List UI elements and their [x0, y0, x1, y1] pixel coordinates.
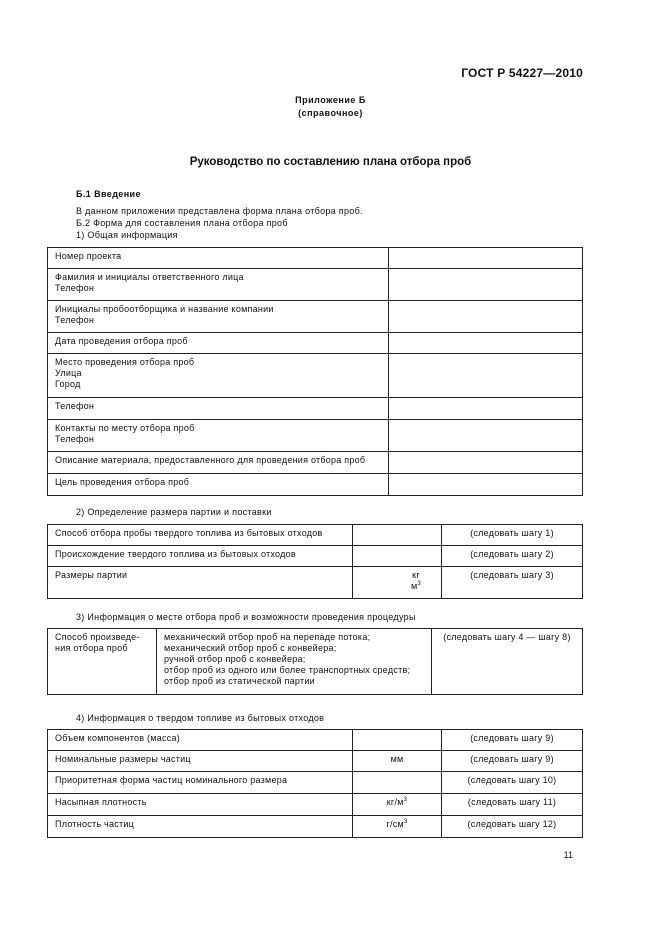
form-line: Б.2 Форма для составления плана отбора проб	[76, 218, 288, 228]
batch-size-table	[47, 524, 583, 599]
table-cell: Номер проекта	[48, 248, 389, 269]
step-cell: (следовать шагу 1)	[442, 525, 583, 546]
table-cell: Номинальные размеры частиц	[48, 751, 353, 772]
item-3-caption: 3) Информация о месте отбора проб и возможности проведения процедуры	[76, 612, 416, 622]
value-cell[interactable]	[389, 452, 583, 474]
step-cell: (следовать шагу 3)	[442, 567, 583, 599]
step-cell: (следовать шагу 9)	[442, 751, 583, 772]
step-cell: (следовать шагу 2)	[442, 546, 583, 567]
table-cell: Контакты по месту отбора проб Телефон	[48, 420, 389, 452]
sampling-site-table	[47, 628, 583, 695]
table-cell: Инициалы пробоотборщика и название компании Телефон	[48, 301, 389, 333]
unit-cell	[353, 546, 442, 567]
value-cell[interactable]	[389, 301, 583, 333]
table-cell: Фамилия и инициалы ответственного лица Телефон	[48, 269, 389, 301]
table-cell: Происхождение твердого топлива из бытовых отходов	[48, 546, 353, 567]
table-cell: Насыпная плотность	[48, 794, 353, 816]
table-cell: Объем компонентов (масса)	[48, 730, 353, 751]
step-cell: (следовать шагу 9)	[442, 730, 583, 751]
unit-cell: $кг/м^3$	[353, 794, 442, 816]
step-cell: (следовать шагу 10)	[442, 772, 583, 794]
standard-number: ГОСТ Р 54227—2010	[461, 66, 583, 80]
value-cell[interactable]	[389, 474, 583, 496]
step-cell: (следовать шагу 4 — шагу 8)	[432, 629, 583, 695]
table-cell: Дата проведения отбора проб	[48, 333, 389, 354]
value-cell[interactable]	[389, 354, 583, 398]
unit-cell	[353, 730, 442, 751]
intro-text: В данном приложении представлена форма плана отбора проб.	[76, 206, 363, 216]
value-cell[interactable]	[389, 248, 583, 269]
table-cell: Способ отбора пробы твердого топлива из бытовых отходов	[48, 525, 353, 546]
page-number: 11	[563, 850, 573, 860]
value-cell[interactable]	[389, 420, 583, 452]
item-2-caption: 2) Определение размера партии и поставки	[76, 507, 272, 517]
appendix-title: Приложение Б	[295, 95, 366, 105]
unit-cell	[353, 772, 442, 794]
table-cell: Место проведения отбора проб Улица Город	[48, 354, 389, 398]
appendix-type: (справочное)	[298, 108, 363, 118]
table-cell: Способ произведе- ния отбора проб	[48, 629, 157, 695]
unit-m3: $м^3$	[410, 581, 422, 591]
step-cell: (следовать шагу 11)	[442, 794, 583, 816]
table-cell: Цель проведения отбора проб	[48, 474, 389, 496]
unit-cell	[353, 567, 442, 599]
unit-cell: мм	[353, 751, 442, 772]
value-cell[interactable]	[389, 269, 583, 301]
unit-kg: кг	[412, 570, 420, 580]
table-cell: Плотность частиц	[48, 816, 353, 838]
unit-cell	[353, 525, 442, 546]
unit-cell: $г/см^3$	[353, 816, 442, 838]
section-heading: Б.1 Введение	[76, 189, 141, 199]
general-info-table	[47, 247, 583, 496]
table-cell: Приоритетная форма частиц номинального размера	[48, 772, 353, 794]
table-cell: Описание материала, предоставленного для проведения отбора проб	[48, 452, 389, 474]
options-cell: механический отбор проб на перепаде потока; механический отбор проб с конвейера; ручной отбор проб с конвейера; отбор проб из одного или более транспортных средств; отбор проб из статической партии	[157, 629, 432, 695]
value-cell[interactable]	[389, 398, 583, 420]
step-cell: (следовать шагу 12)	[442, 816, 583, 838]
table-cell: Размеры партии	[48, 567, 353, 599]
item-1-caption: 1) Общая информация	[76, 230, 178, 240]
value-cell[interactable]	[389, 333, 583, 354]
fuel-info-table	[47, 729, 583, 838]
item-4-caption: 4) Информация о твердом топливе из бытовых отходов	[76, 713, 325, 723]
table-cell: Телефон	[48, 398, 389, 420]
document-title: Руководство по составлению плана отбора проб	[189, 156, 472, 168]
